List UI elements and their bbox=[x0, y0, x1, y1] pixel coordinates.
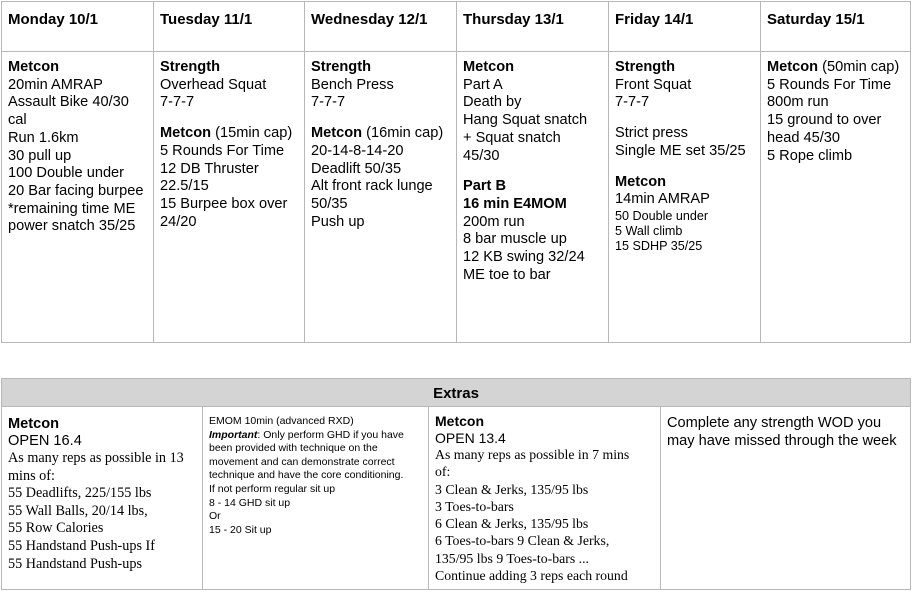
important-note-line bbox=[209, 429, 425, 443]
section-title: Part B bbox=[463, 178, 506, 195]
day-content bbox=[8, 59, 150, 236]
extras-cell-note bbox=[660, 407, 910, 589]
workout-line: ME toe to bar bbox=[463, 266, 551, 283]
day-header: Monday 10/1 bbox=[8, 11, 99, 28]
workout-line: 20 Bar facing burpee bbox=[8, 182, 144, 199]
workout-line: of: bbox=[435, 464, 451, 480]
workout-line: Assault Bike 40/30 bbox=[8, 94, 129, 111]
day-column-monday bbox=[2, 2, 153, 342]
day-column-thursday bbox=[456, 2, 608, 342]
workout-line: Front Squat bbox=[615, 76, 692, 93]
workout-line: power snatch 35/25 bbox=[8, 218, 136, 235]
workout-line: 55 Handstand Push-ups If bbox=[8, 537, 155, 554]
day-column-saturday bbox=[760, 2, 910, 342]
workout-line: Alt front rack lunge bbox=[311, 178, 433, 195]
workout-line: 3 Toes-to-bars bbox=[435, 498, 514, 514]
workout-line: 5 Rounds For Time bbox=[160, 142, 285, 159]
header-divider bbox=[609, 51, 760, 52]
day-column-wednesday bbox=[304, 2, 456, 342]
workout-line: As many reps as possible in 13 bbox=[8, 450, 184, 466]
workout-line: technique and have the core conditioning. bbox=[209, 469, 404, 482]
workout-line: 7-7-7 bbox=[311, 94, 346, 111]
header-divider bbox=[2, 51, 153, 52]
cell-content bbox=[667, 414, 907, 450]
day-header: Tuesday 11/1 bbox=[160, 11, 253, 28]
time-cap: (16min cap) bbox=[366, 125, 444, 142]
workout-line: cal bbox=[8, 112, 27, 129]
workout-line: Death by bbox=[463, 94, 522, 111]
workout-line: 30 pull up bbox=[8, 147, 72, 164]
cell-content bbox=[435, 413, 657, 584]
workout-line: 5 Rope climb bbox=[767, 147, 853, 164]
section-title: Metcon bbox=[311, 125, 363, 142]
workout-line: 50 Double under bbox=[615, 208, 709, 223]
workout-line: 8 - 14 GHD sit up bbox=[209, 496, 291, 509]
workout-line: EMOM 10min (advanced RXD) bbox=[209, 415, 354, 427]
workout-line: 6 Toes-to-bars 9 Clean & Jerks, bbox=[435, 533, 610, 549]
workout-line: Continue adding 3 reps each round bbox=[435, 568, 628, 584]
day-header: Wednesday 12/1 bbox=[311, 11, 428, 28]
section-subtitle: 16 min E4MOM bbox=[463, 195, 567, 212]
workout-line: 200m run bbox=[463, 213, 525, 230]
cell-content bbox=[209, 415, 425, 537]
important-label: Important bbox=[209, 428, 258, 441]
section-title: Metcon bbox=[615, 173, 667, 190]
workout-line: OPEN 16.4 bbox=[8, 433, 82, 449]
workout-line: Single ME set 35/25 bbox=[615, 142, 746, 159]
section-title: Strength bbox=[615, 59, 675, 75]
section-title: Metcon bbox=[8, 416, 60, 432]
workout-line: 50/35 bbox=[311, 195, 348, 212]
section-title: Metcon bbox=[160, 125, 212, 142]
time-cap: (15min cap) bbox=[215, 125, 293, 142]
note-line: may have missed through the week bbox=[667, 433, 897, 449]
day-header: Friday 14/1 bbox=[615, 11, 694, 28]
workout-line: As many reps as possible in 7 mins bbox=[435, 447, 630, 462]
workout-line: 55 Handstand Push-ups bbox=[8, 555, 142, 572]
workout-line: 24/20 bbox=[160, 213, 197, 230]
workout-line: 8 bar muscle up bbox=[463, 231, 567, 248]
workout-line: Run 1.6km bbox=[8, 129, 79, 146]
spacer bbox=[463, 165, 605, 178]
day-content bbox=[767, 59, 907, 165]
workout-line: 15 ground to over bbox=[767, 112, 882, 129]
weekly-schedule-table bbox=[1, 1, 911, 343]
workout-line: head 45/30 bbox=[767, 129, 841, 146]
workout-line: If not perform regular sit up bbox=[209, 482, 336, 495]
workout-line: 5 Wall climb bbox=[615, 223, 683, 238]
day-content bbox=[615, 59, 757, 254]
header-divider bbox=[154, 51, 304, 52]
day-header: Thursday 13/1 bbox=[463, 11, 564, 28]
workout-line: 135/95 lbs 9 Toes-to-bars ... bbox=[435, 550, 589, 566]
extras-table bbox=[1, 378, 911, 590]
workout-line: 800m run bbox=[767, 94, 829, 111]
header-divider bbox=[457, 51, 608, 52]
workout-line: 7-7-7 bbox=[160, 94, 195, 111]
spacer bbox=[615, 112, 757, 125]
note-line: Complete any strength WOD you bbox=[667, 415, 882, 431]
section-title: Metcon bbox=[767, 59, 819, 75]
workout-line: 55 Deadlifts, 225/155 lbs bbox=[8, 485, 152, 502]
workout-line: Or bbox=[209, 510, 221, 523]
extras-cell-emom bbox=[202, 407, 428, 589]
section-title: Strength bbox=[311, 59, 371, 75]
workout-line: + Squat snatch bbox=[463, 129, 561, 146]
workout-line: Overhead Squat bbox=[160, 76, 267, 93]
section-title: Metcon bbox=[8, 59, 60, 75]
section-title-line bbox=[311, 125, 453, 143]
workout-line: Part A bbox=[463, 76, 503, 93]
spacer bbox=[311, 112, 453, 125]
extras-cell-open-16-4 bbox=[2, 407, 202, 589]
spacer bbox=[615, 161, 757, 174]
section-title: Metcon bbox=[435, 413, 484, 429]
header-divider bbox=[305, 51, 456, 52]
workout-line: 15 Burpee box over bbox=[160, 195, 288, 212]
workout-line: 55 Wall Balls, 20/14 lbs, bbox=[8, 502, 148, 519]
spacer bbox=[160, 112, 301, 125]
workout-line: 15 SDHP 35/25 bbox=[615, 238, 703, 253]
workout-line: mins of: bbox=[8, 467, 55, 484]
section-title: Metcon bbox=[463, 59, 515, 75]
workout-line: movement and can demonstrate correct bbox=[209, 455, 395, 468]
workout-line: 15 - 20 Sit up bbox=[209, 523, 272, 536]
workout-line: 45/30 bbox=[463, 147, 500, 164]
workout-line: Push up bbox=[311, 213, 365, 230]
day-column-friday bbox=[608, 2, 760, 342]
workout-line: Deadlift 50/35 bbox=[311, 160, 402, 177]
day-content bbox=[463, 59, 605, 284]
workout-line: 20min AMRAP bbox=[8, 76, 103, 93]
section-title-line bbox=[160, 125, 301, 143]
day-column-tuesday bbox=[153, 2, 304, 342]
important-note: : Only perform GHD if you have bbox=[257, 428, 404, 441]
extras-cell-open-13-4 bbox=[428, 407, 660, 589]
day-header: Saturday 15/1 bbox=[767, 11, 865, 28]
extras-title: Extras bbox=[2, 379, 910, 407]
workout-line: 20-14-8-14-20 bbox=[311, 142, 404, 159]
header-divider bbox=[761, 51, 910, 52]
section-title: Strength bbox=[160, 59, 220, 75]
workout-line: been provided with technique on the bbox=[209, 442, 378, 455]
workout-line: 6 Clean & Jerks, 135/95 lbs bbox=[435, 516, 589, 532]
workout-line: 5 Rounds For Time bbox=[767, 76, 892, 93]
cell-content bbox=[8, 416, 199, 573]
day-content bbox=[160, 59, 301, 231]
workout-line: 22.5/15 bbox=[160, 178, 209, 195]
workout-line: Strict press bbox=[615, 125, 688, 142]
time-cap: (50min cap) bbox=[822, 59, 900, 75]
day-content bbox=[311, 59, 453, 231]
workout-line: 14min AMRAP bbox=[615, 191, 710, 208]
section-title-line bbox=[767, 59, 907, 77]
workout-line: 12 DB Thruster bbox=[160, 160, 259, 177]
workout-line: OPEN 13.4 bbox=[435, 429, 506, 446]
workout-line: Bench Press bbox=[311, 76, 394, 93]
workout-line: *remaining time ME bbox=[8, 200, 136, 217]
workout-line: 12 KB swing 32/24 bbox=[463, 249, 585, 266]
workout-line: 7-7-7 bbox=[615, 94, 650, 111]
workout-line: 3 Clean & Jerks, 135/95 lbs bbox=[435, 481, 589, 497]
workout-line: Hang Squat snatch bbox=[463, 112, 588, 129]
workout-line: 100 Double under bbox=[8, 165, 125, 182]
workout-line: 55 Row Calories bbox=[8, 520, 104, 537]
